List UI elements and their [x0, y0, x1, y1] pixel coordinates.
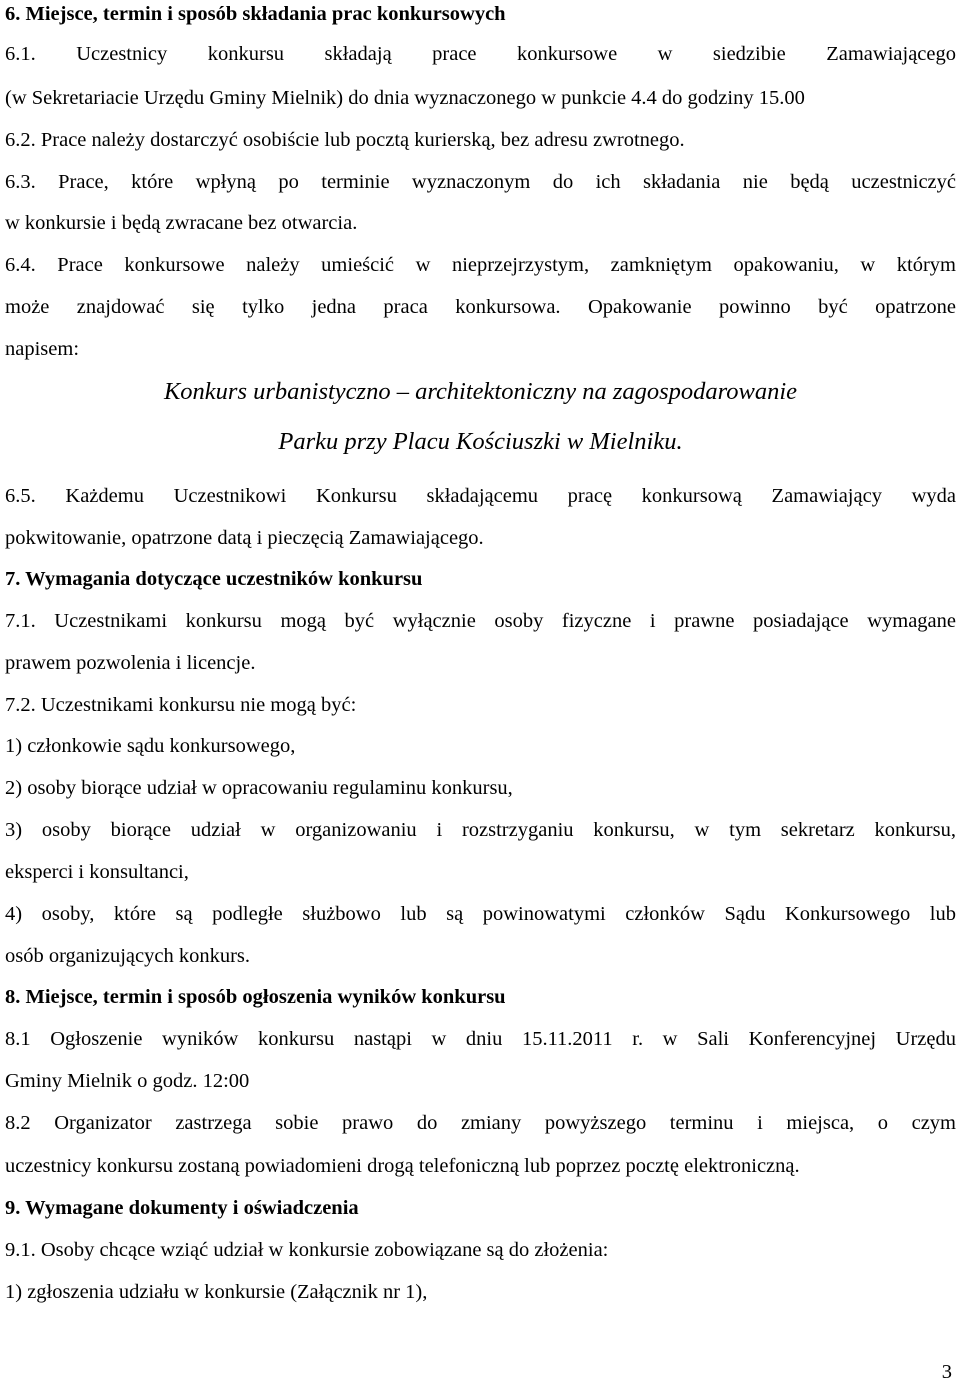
- paragraph-8-1-line-1: 8.1 Ogłoszenie wyników konkursu nastąpi w dniu 15.11.2011 r. w Sali Konferencyjnej Urzędu: [5, 1028, 956, 1050]
- paragraph-8-2-line-2: uczestnicy konkursu zostaną powiadomieni drogą telefoniczną lub poprzez pocztę elektroniczną.: [5, 1155, 800, 1177]
- list-item-7-2-2: 2) osoby biorące udział w opracowaniu regulaminu konkursu,: [5, 777, 513, 799]
- list-item-9-1-1: 1) zgłoszenia udziału w konkursie (Załącznik nr 1),: [5, 1281, 428, 1303]
- list-item-7-2-3-line-1: 3) osoby biorące udział w organizowaniu i rozstrzyganiu konkursu, w tym sekretarz konkursu,: [5, 819, 956, 841]
- paragraph-7-1-line-1: 7.1. Uczestnikami konkursu mogą być wyłącznie osoby fizyczne i prawne posiadające wymagane: [5, 610, 956, 632]
- list-item-7-2-4-line-2: osób organizujących konkurs.: [5, 945, 250, 967]
- heading-section-9: 9. Wymagane dokumenty i oświadczenia: [5, 1197, 359, 1219]
- paragraph-6-3-line-1: 6.3. Prace, które wpłyną po terminie wyznaczonym do ich składania nie będą uczestniczyć: [5, 171, 956, 193]
- paragraph-6-1-line-1: 6.1. Uczestnicy konkursu składają prace konkursowe w siedzibie Zamawiającego: [5, 43, 956, 65]
- page-number: 3: [941, 1361, 952, 1383]
- paragraph-6-5-line-2: pokwitowanie, opatrzone datą i pieczęcią Zamawiającego.: [5, 527, 484, 549]
- heading-section-7: 7. Wymagania dotyczące uczestników konkursu: [5, 568, 423, 590]
- label-text-line-2: Parku przy Placu Kościuszki w Mielniku.: [278, 428, 683, 455]
- list-item-7-2-3-line-2: eksperci i konsultanci,: [5, 861, 189, 883]
- list-item-7-2-4-line-1: 4) osoby, które są podległe służbowo lub są powinowatymi członków Sądu Konkursowego lub: [5, 903, 956, 925]
- paragraph-6-3-line-2: w konkursie i będą zwracane bez otwarcia.: [5, 212, 358, 234]
- paragraph-8-1-line-2: Gminy Mielnik o godz. 12:00: [5, 1070, 250, 1092]
- paragraph-7-1-line-2: prawem pozwolenia i licencje.: [5, 652, 256, 674]
- heading-section-8: 8. Miejsce, termin i sposób ogłoszenia wyników konkursu: [5, 986, 506, 1008]
- paragraph-8-2-line-1: 8.2 Organizator zastrzega sobie prawo do zmiany powyższego terminu i miejsca, o czym: [5, 1112, 956, 1134]
- paragraph-6-5-line-1: 6.5. Każdemu Uczestnikowi Konkursu składającemu pracę konkursową Zamawiający wyda: [5, 485, 956, 507]
- paragraph-6-2: 6.2. Prace należy dostarczyć osobiście lub pocztą kurierską, bez adresu zwrotnego.: [5, 129, 685, 151]
- label-text-line-1: Konkurs urbanistyczno – architektoniczny na zagospodarowanie: [163, 378, 798, 405]
- list-item-7-2-1: 1) członkowie sądu konkursowego,: [5, 735, 296, 757]
- paragraph-7-2: 7.2. Uczestnikami konkursu nie mogą być:: [5, 694, 357, 716]
- paragraph-6-1-line-2: (w Sekretariacie Urzędu Gminy Mielnik) do dnia wyznaczonego w punkcie 4.4 do godziny 15.00: [5, 87, 805, 109]
- paragraph-6-4-line-3: napisem:: [5, 338, 80, 360]
- heading-section-6: 6. Miejsce, termin i sposób składania prac konkursowych: [5, 3, 506, 25]
- paragraph-6-4-line-1: 6.4. Prace konkursowe należy umieścić w nieprzejrzystym, zamkniętym opakowaniu, w którym: [5, 254, 956, 276]
- paragraph-9-1: 9.1. Osoby chcące wziąć udział w konkursie zobowiązane są do złożenia:: [5, 1239, 609, 1261]
- paragraph-6-4-line-2: może znajdować się tylko jedna praca konkursowa. Opakowanie powinno być opatrzone: [5, 296, 956, 318]
